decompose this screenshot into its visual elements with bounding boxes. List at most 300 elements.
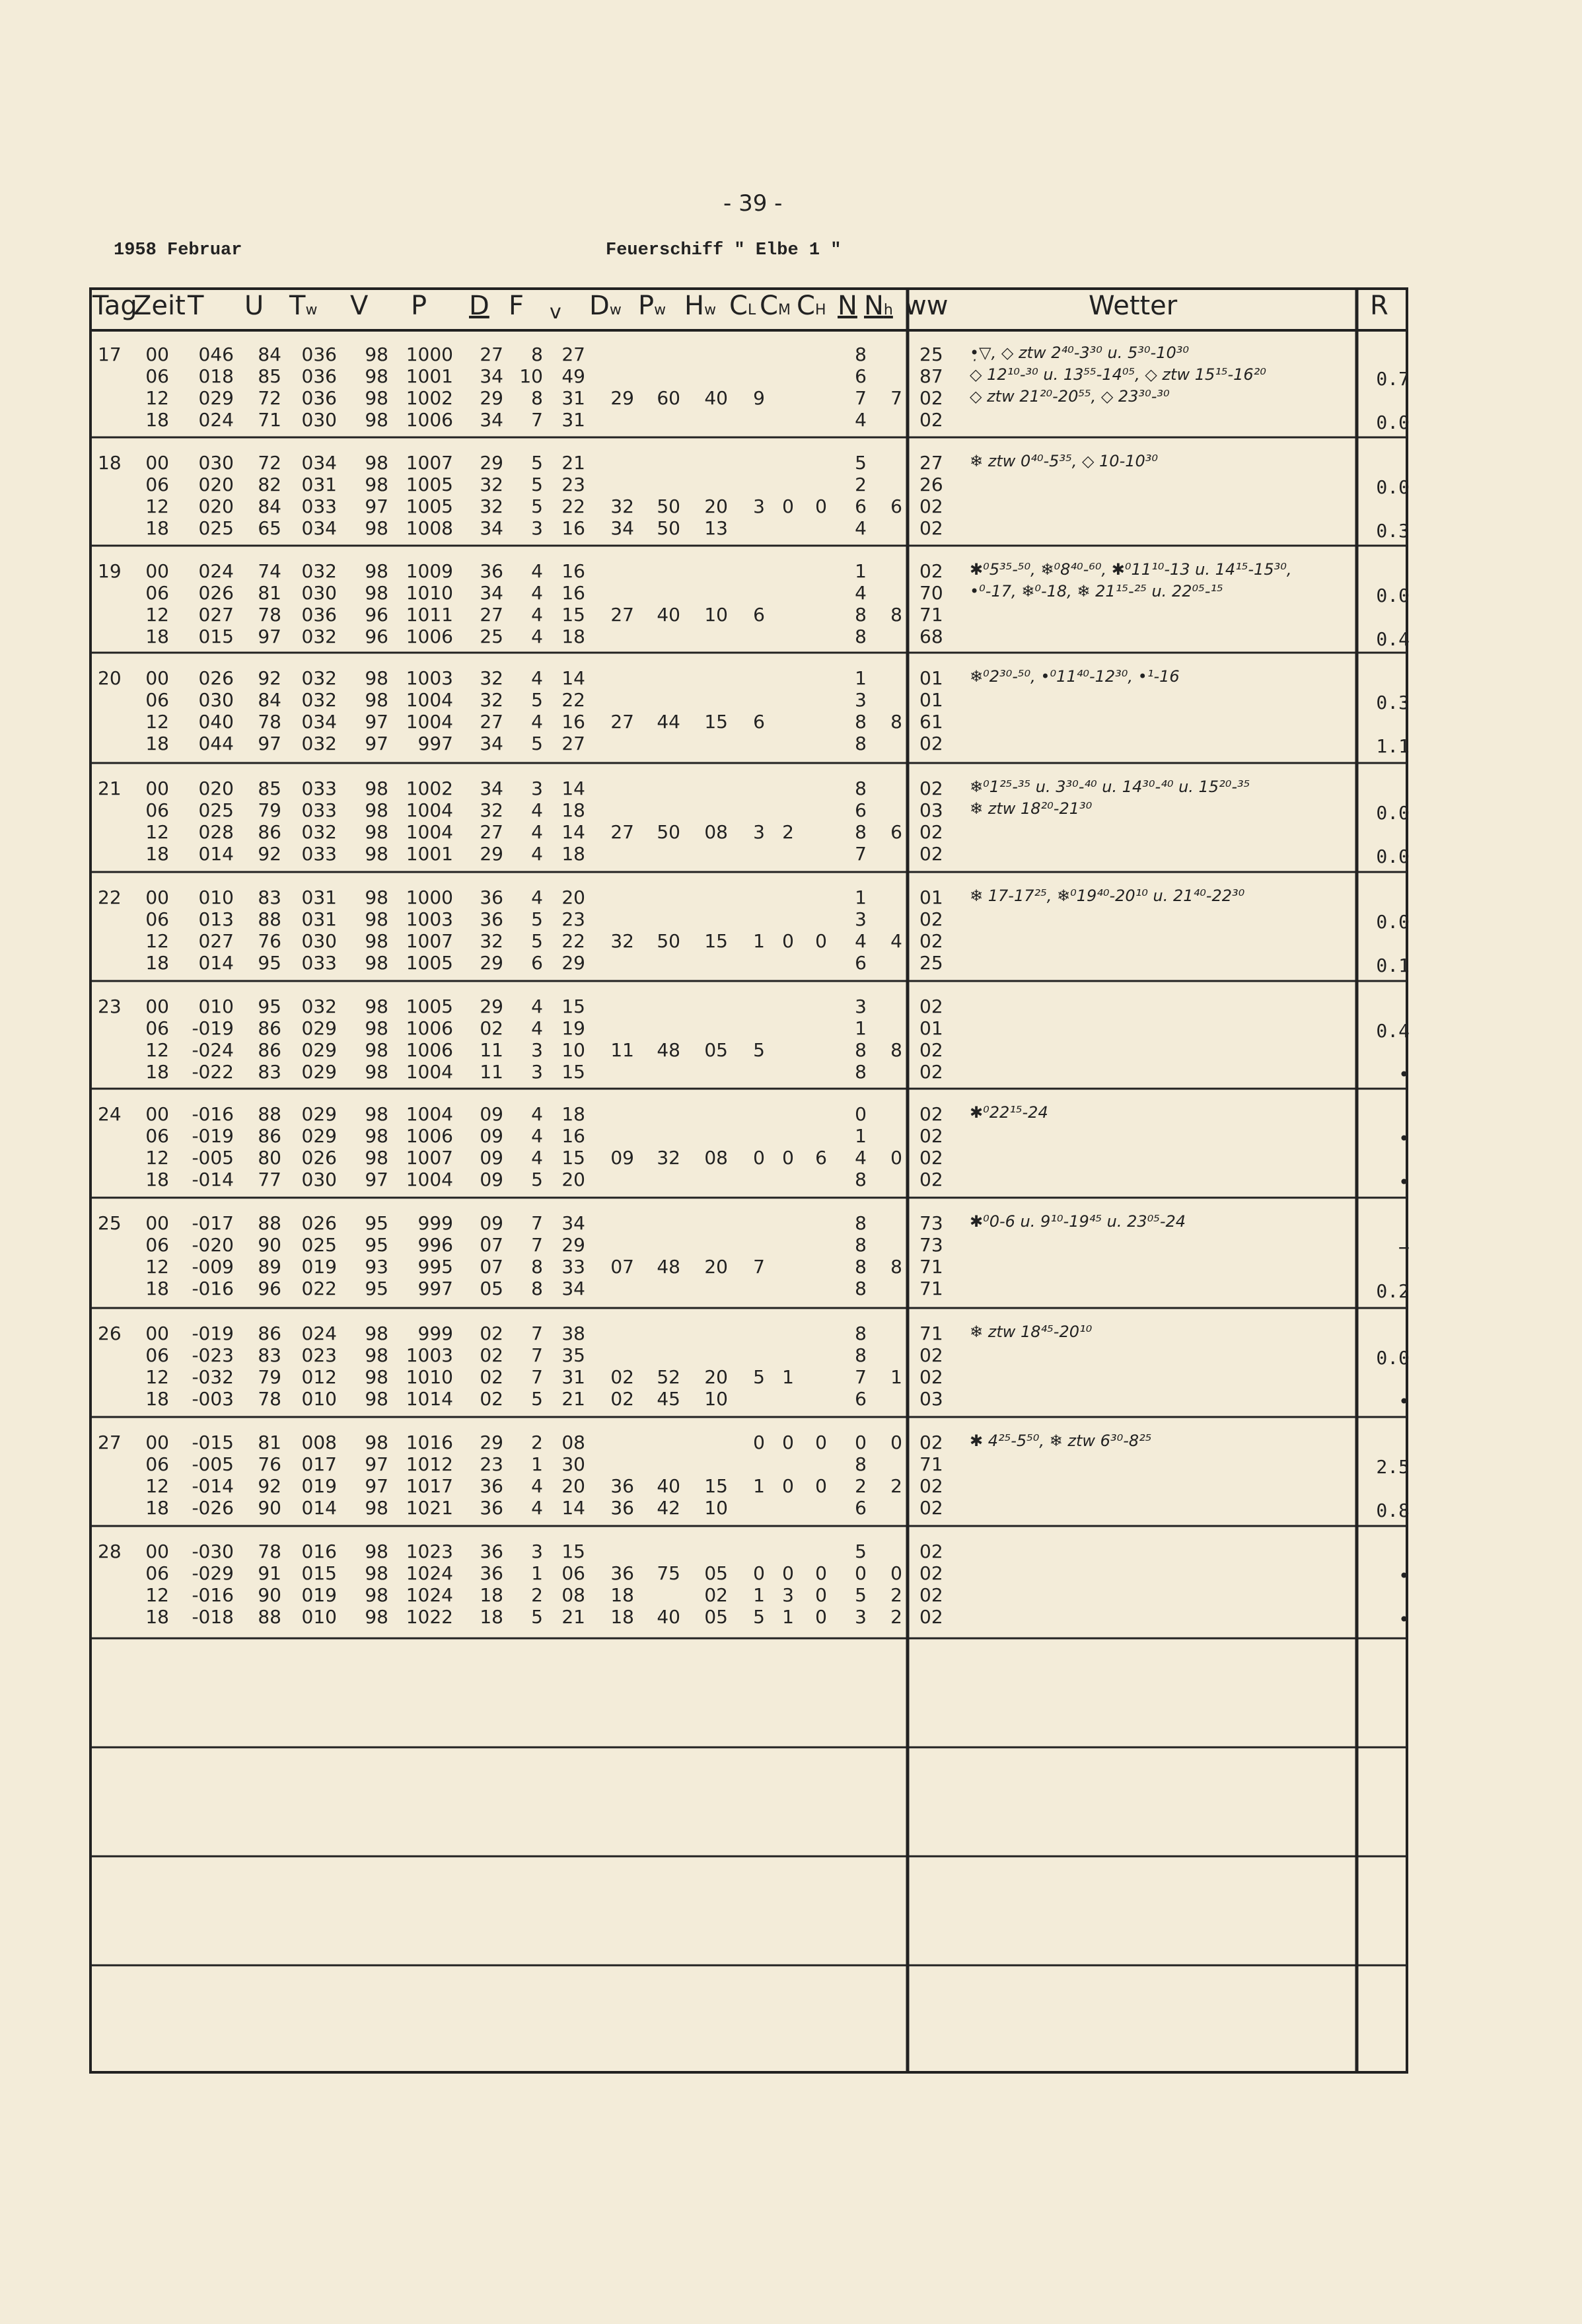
- table-cell: 2: [855, 474, 867, 495]
- precip-value: 0.0: [1376, 476, 1410, 498]
- table-cell: 14: [561, 778, 585, 799]
- table-cell: 06: [145, 1344, 169, 1366]
- table-cell: 8: [890, 1039, 902, 1061]
- table-cell: 32: [657, 1147, 680, 1169]
- table-cell: 02: [480, 1017, 503, 1039]
- table-cell: 0: [815, 495, 827, 517]
- table-cell: 98: [365, 1497, 388, 1519]
- table-cell: 6: [815, 1147, 827, 1169]
- precip-value: −: [1398, 1237, 1410, 1258]
- table-cell: 36: [480, 1475, 503, 1497]
- table-cell: 88: [258, 908, 281, 930]
- table-cell: 86: [258, 1323, 281, 1344]
- column-header-v: v: [550, 301, 561, 324]
- table-cell: 4: [531, 1125, 543, 1147]
- table-cell: 07: [480, 1256, 503, 1278]
- table-cell: 06: [145, 689, 169, 711]
- table-cell: 034: [301, 452, 337, 474]
- table-cell: 6: [855, 365, 867, 387]
- table-cell: 11: [480, 1061, 503, 1083]
- table-cell: 027: [198, 604, 234, 626]
- table-cell: 09: [610, 1147, 634, 1169]
- table-cell: 02: [919, 1125, 943, 1147]
- table-cell: 1006: [406, 1017, 453, 1039]
- table-cell: 013: [198, 908, 234, 930]
- table-cell: 76: [258, 930, 281, 952]
- table-cell: 029: [301, 1017, 337, 1039]
- table-cell: 98: [365, 474, 388, 495]
- table-cell: 98: [365, 996, 388, 1017]
- table-cell: 08: [561, 1432, 585, 1453]
- table-cell: 09: [480, 1169, 503, 1190]
- table-cell: 1005: [406, 474, 453, 495]
- table-cell: 10: [704, 604, 728, 626]
- table-cell: 1016: [406, 1432, 453, 1453]
- table-cell: 5: [531, 1388, 543, 1410]
- table-cell: 8: [855, 1039, 867, 1061]
- table-cell: 025: [198, 517, 234, 539]
- table-cell: 046: [198, 344, 234, 365]
- table-cell: 4: [890, 930, 902, 952]
- precip-value: 0.2: [1376, 1280, 1410, 1302]
- table-cell: 34: [561, 1212, 585, 1234]
- weather-note: ✱ 4²⁵-5⁵⁰, ❄ ztw 6³⁰-8²⁵: [970, 1432, 1152, 1450]
- table-cell: 50: [657, 930, 680, 952]
- table-cell: 999: [417, 1212, 453, 1234]
- table-cell: 02: [480, 1323, 503, 1344]
- table-cell: 02: [919, 1497, 943, 1519]
- table-cell: 5: [855, 1541, 867, 1562]
- table-cell: 71: [919, 1323, 943, 1344]
- table-cell: 1004: [406, 1169, 453, 1190]
- table-cell: 18: [561, 799, 585, 821]
- column-header-wetter: Wetter: [1089, 291, 1178, 321]
- table-cell: 1007: [406, 452, 453, 474]
- table-cell: 09: [480, 1212, 503, 1234]
- table-cell: 44: [657, 711, 680, 733]
- column-header-tag: Tag: [92, 291, 137, 321]
- table-cell: 4: [531, 821, 543, 843]
- table-cell: 00: [145, 1432, 169, 1453]
- table-cell: 21: [561, 452, 585, 474]
- table-cell: 29: [480, 952, 503, 974]
- table-cell: 02: [919, 1366, 943, 1388]
- table-cell: 02: [919, 1432, 943, 1453]
- table-cell: 033: [301, 799, 337, 821]
- table-cell: 06: [145, 1017, 169, 1039]
- header-date: 1958 Februar: [114, 240, 242, 260]
- table-cell: 1002: [406, 778, 453, 799]
- table-cell: 27: [610, 604, 634, 626]
- table-cell: 02: [919, 908, 943, 930]
- table-cell: 76: [258, 1453, 281, 1475]
- table-cell: 02: [919, 821, 943, 843]
- table-cell: 6: [855, 1388, 867, 1410]
- table-cell: -029: [192, 1562, 234, 1584]
- table-cell: 10: [519, 365, 543, 387]
- table-cell: 91: [258, 1562, 281, 1584]
- table-cell: 18: [145, 409, 169, 431]
- table-cell: 48: [657, 1039, 680, 1061]
- table-cell: 4: [531, 604, 543, 626]
- table-cell: 36: [480, 560, 503, 582]
- table-cell: 036: [301, 387, 337, 409]
- table-cell: 36: [480, 1541, 503, 1562]
- weather-note: ✱⁰5³⁵-⁵⁰, ❄⁰8⁴⁰-⁶⁰, ✱⁰11¹⁰-13 u. 14¹⁵-15³⁰,: [970, 560, 1292, 579]
- table-cell: 20: [704, 1256, 728, 1278]
- table-cell: 014: [198, 843, 234, 865]
- table-cell: 7: [855, 1366, 867, 1388]
- table-cell: 05: [704, 1562, 728, 1584]
- table-cell: 15: [704, 930, 728, 952]
- table-cell: 3: [531, 517, 543, 539]
- precip-value: •: [1398, 1171, 1410, 1193]
- table-cell: 030: [301, 409, 337, 431]
- table-cell: -018: [192, 1606, 234, 1628]
- table-cell: 07: [610, 1256, 634, 1278]
- table-cell: 08: [704, 1147, 728, 1169]
- table-cell: 8: [855, 733, 867, 754]
- table-cell: 0: [815, 1432, 827, 1453]
- table-cell: 7: [753, 1256, 765, 1278]
- table-cell: 3: [855, 996, 867, 1017]
- table-cell: 34: [480, 409, 503, 431]
- column-header-ch: CH: [797, 291, 826, 321]
- table-cell: 0: [782, 930, 794, 952]
- table-cell: -019: [192, 1323, 234, 1344]
- table-cell: 97: [365, 1453, 388, 1475]
- table-cell: 22: [561, 930, 585, 952]
- table-cell: 83: [258, 1061, 281, 1083]
- table-cell: 019: [301, 1256, 337, 1278]
- table-cell: 1: [782, 1366, 794, 1388]
- table-cell: 015: [301, 1562, 337, 1584]
- table-cell: 023: [301, 1344, 337, 1366]
- precip-value: 0.0: [1376, 802, 1410, 824]
- table-cell: 018: [198, 365, 234, 387]
- weather-note: ◇ 12¹⁰-³⁰ u. 13⁵⁵-14⁰⁵, ◇ ztw 15¹⁵-16²⁰: [970, 365, 1266, 384]
- table-cell: 010: [301, 1606, 337, 1628]
- table-cell: 0: [890, 1562, 902, 1584]
- table-cell: 34: [480, 778, 503, 799]
- table-cell: 08: [561, 1584, 585, 1606]
- table-cell: 85: [258, 778, 281, 799]
- table-cell: 3: [753, 821, 765, 843]
- table-cell: 032: [301, 667, 337, 689]
- day-number: 23: [98, 996, 122, 1017]
- table-cell: 1001: [406, 843, 453, 865]
- table-cell: 1: [855, 667, 867, 689]
- precip-value: 0.4: [1376, 1020, 1410, 1042]
- table-cell: 27: [610, 821, 634, 843]
- table-cell: 4: [531, 843, 543, 865]
- day-number: 17: [98, 344, 122, 365]
- table-cell: 032: [301, 733, 337, 754]
- day-number: 21: [98, 778, 122, 799]
- table-cell: 23: [561, 908, 585, 930]
- table-cell: 030: [198, 689, 234, 711]
- table-cell: 028: [198, 821, 234, 843]
- day-number: 28: [98, 1541, 122, 1562]
- table-cell: 1008: [406, 517, 453, 539]
- table-cell: 14: [561, 821, 585, 843]
- table-cell: 0: [782, 1432, 794, 1453]
- table-cell: 98: [365, 387, 388, 409]
- table-cell: 98: [365, 1366, 388, 1388]
- table-cell: 033: [301, 778, 337, 799]
- table-cell: 96: [365, 626, 388, 647]
- table-cell: -019: [192, 1017, 234, 1039]
- table-cell: 8: [855, 1278, 867, 1299]
- table-cell: 40: [657, 1475, 680, 1497]
- table-cell: 97: [258, 626, 281, 647]
- table-cell: 6: [855, 799, 867, 821]
- table-cell: 0: [815, 1606, 827, 1628]
- table-cell: 1003: [406, 667, 453, 689]
- table-cell: 00: [145, 887, 169, 908]
- table-cell: 15: [561, 1147, 585, 1169]
- table-cell: 36: [610, 1497, 634, 1519]
- table-cell: 98: [365, 365, 388, 387]
- table-cell: 34: [480, 365, 503, 387]
- table-cell: 0: [753, 1147, 765, 1169]
- table-cell: 0: [855, 1562, 867, 1584]
- table-cell: 31: [561, 409, 585, 431]
- table-cell: 4: [531, 560, 543, 582]
- column-header-cm: CM: [760, 291, 791, 321]
- table-cell: 4: [531, 582, 543, 604]
- table-cell: 23: [480, 1453, 503, 1475]
- column-header-u: U: [244, 291, 264, 321]
- table-cell: 98: [365, 821, 388, 843]
- table-cell: 98: [365, 778, 388, 799]
- table-cell: 50: [657, 495, 680, 517]
- table-cell: -019: [192, 1125, 234, 1147]
- table-cell: 31: [561, 1366, 585, 1388]
- table-cell: 77: [258, 1169, 281, 1190]
- table-cell: 1021: [406, 1497, 453, 1519]
- table-cell: 98: [365, 1388, 388, 1410]
- table-cell: 01: [919, 887, 943, 908]
- table-cell: 8: [855, 1212, 867, 1234]
- table-cell: 97: [365, 733, 388, 754]
- table-cell: 2: [890, 1606, 902, 1628]
- table-cell: 10: [704, 1388, 728, 1410]
- table-cell: 95: [258, 996, 281, 1017]
- table-cell: 33: [561, 1256, 585, 1278]
- table-cell: 98: [365, 560, 388, 582]
- table-cell: 98: [365, 799, 388, 821]
- table-cell: 026: [301, 1212, 337, 1234]
- table-cell: 030: [198, 452, 234, 474]
- table-cell: 32: [480, 474, 503, 495]
- table-cell: 7: [531, 1344, 543, 1366]
- precip-value: •: [1398, 1064, 1410, 1085]
- table-cell: 7: [855, 387, 867, 409]
- table-cell: 026: [198, 582, 234, 604]
- table-cell: -016: [192, 1584, 234, 1606]
- weather-note: ✱⁰0-6 u. 9¹⁰-19⁴⁵ u. 23⁰⁵-24: [970, 1212, 1186, 1231]
- table-cell: 98: [365, 1103, 388, 1125]
- day-number: 22: [98, 887, 122, 908]
- table-cell: 30: [561, 1453, 585, 1475]
- table-cell: 78: [258, 1541, 281, 1562]
- day-number: 20: [98, 667, 122, 689]
- table-cell: 05: [704, 1039, 728, 1061]
- table-cell: 90: [258, 1234, 281, 1256]
- table-cell: 1: [753, 930, 765, 952]
- table-cell: 996: [417, 1234, 453, 1256]
- table-cell: 18: [480, 1606, 503, 1628]
- table-cell: 34: [480, 517, 503, 539]
- table-cell: 06: [145, 365, 169, 387]
- table-cell: 032: [301, 689, 337, 711]
- table-cell: 020: [198, 495, 234, 517]
- table-cell: 88: [258, 1103, 281, 1125]
- table-cell: 29: [480, 452, 503, 474]
- table-cell: 32: [610, 495, 634, 517]
- table-cell: 16: [561, 1125, 585, 1147]
- table-cell: 6: [531, 952, 543, 974]
- precip-value: •: [1398, 1391, 1410, 1412]
- table-cell: 6: [753, 604, 765, 626]
- table-cell: 06: [561, 1562, 585, 1584]
- table-cell: 8: [531, 1256, 543, 1278]
- table-cell: 5: [531, 1169, 543, 1190]
- table-cell: 98: [365, 1323, 388, 1344]
- table-cell: 1003: [406, 908, 453, 930]
- table-cell: 98: [365, 908, 388, 930]
- table-cell: 50: [657, 517, 680, 539]
- table-cell: 16: [561, 711, 585, 733]
- table-cell: 05: [704, 1606, 728, 1628]
- table-cell: 11: [480, 1039, 503, 1061]
- table-cell: 21: [561, 1388, 585, 1410]
- column-header-t: T: [188, 291, 204, 321]
- table-cell: 86: [258, 1125, 281, 1147]
- page-number: - 39 -: [723, 190, 783, 217]
- table-cell: 00: [145, 560, 169, 582]
- table-cell: 18: [145, 517, 169, 539]
- table-cell: 3: [531, 1061, 543, 1083]
- table-cell: 71: [258, 409, 281, 431]
- table-cell: 20: [704, 495, 728, 517]
- table-cell: 71: [919, 1278, 943, 1299]
- table-cell: 0: [753, 1432, 765, 1453]
- table-cell: 0: [815, 930, 827, 952]
- day-number: 25: [98, 1212, 122, 1234]
- table-cell: 020: [198, 778, 234, 799]
- table-cell: 8: [855, 1169, 867, 1190]
- table-cell: 16: [561, 560, 585, 582]
- table-cell: -015: [192, 1432, 234, 1453]
- table-cell: 18: [561, 1103, 585, 1125]
- table-cell: 02: [919, 1061, 943, 1083]
- table-cell: 7: [855, 843, 867, 865]
- precip-value: 0.3: [1376, 692, 1410, 713]
- table-cell: -014: [192, 1169, 234, 1190]
- table-cell: 48: [657, 1256, 680, 1278]
- precip-value: 0.1: [1376, 955, 1410, 976]
- column-header-nh: Nh: [864, 291, 893, 321]
- table-cell: 1010: [406, 1366, 453, 1388]
- table-cell: 044: [198, 733, 234, 754]
- table-cell: 4: [531, 667, 543, 689]
- table-cell: 02: [480, 1366, 503, 1388]
- table-cell: 1005: [406, 495, 453, 517]
- table-cell: 017: [301, 1453, 337, 1475]
- table-cell: 00: [145, 1103, 169, 1125]
- table-cell: 1006: [406, 626, 453, 647]
- table-cell: 02: [610, 1388, 634, 1410]
- table-cell: 031: [301, 908, 337, 930]
- table-cell: 12: [145, 387, 169, 409]
- table-cell: 98: [365, 1541, 388, 1562]
- table-cell: 1006: [406, 1125, 453, 1147]
- table-cell: 18: [145, 843, 169, 865]
- table-cell: 02: [919, 1147, 943, 1169]
- table-cell: 18: [145, 1497, 169, 1519]
- table-cell: 02: [919, 1039, 943, 1061]
- table-cell: 70: [919, 582, 943, 604]
- table-cell: 97: [258, 733, 281, 754]
- table-cell: 4: [855, 582, 867, 604]
- day-number: 27: [98, 1432, 122, 1453]
- table-cell: 4: [531, 799, 543, 821]
- table-cell: 98: [365, 582, 388, 604]
- table-cell: 7: [531, 409, 543, 431]
- table-cell: 09: [480, 1103, 503, 1125]
- table-cell: 02: [919, 1103, 943, 1125]
- precip-value: •: [1398, 1609, 1410, 1630]
- table-cell: 26: [919, 474, 943, 495]
- table-cell: 0: [815, 1584, 827, 1606]
- table-cell: -003: [192, 1388, 234, 1410]
- table-cell: 8: [855, 1323, 867, 1344]
- table-cell: 83: [258, 887, 281, 908]
- table-cell: 27: [561, 733, 585, 754]
- table-cell: 02: [919, 517, 943, 539]
- table-cell: 93: [365, 1256, 388, 1278]
- table-cell: 27: [919, 452, 943, 474]
- table-cell: 27: [480, 711, 503, 733]
- table-cell: 09: [480, 1125, 503, 1147]
- table-cell: 0: [815, 1475, 827, 1497]
- table-cell: 18: [145, 952, 169, 974]
- table-cell: 02: [919, 495, 943, 517]
- table-cell: 026: [198, 667, 234, 689]
- table-cell: 032: [301, 626, 337, 647]
- table-cell: 80: [258, 1147, 281, 1169]
- column-header-zeit: Zeit: [133, 291, 186, 321]
- table-cell: 65: [258, 517, 281, 539]
- table-cell: 15: [561, 604, 585, 626]
- table-cell: 02: [919, 1475, 943, 1497]
- table-cell: 74: [258, 560, 281, 582]
- table-cell: 03: [919, 799, 943, 821]
- table-cell: 5: [753, 1039, 765, 1061]
- table-cell: 20: [561, 1169, 585, 1190]
- table-cell: 024: [198, 560, 234, 582]
- weather-note: ❄ 17-17²⁵, ❄⁰19⁴⁰-20¹⁰ u. 21⁴⁰-22³⁰: [970, 887, 1245, 905]
- table-cell: 01: [919, 1017, 943, 1039]
- table-cell: 6: [753, 711, 765, 733]
- table-cell: 02: [919, 409, 943, 431]
- table-cell: 98: [365, 1344, 388, 1366]
- table-cell: 1: [753, 1475, 765, 1497]
- table-cell: 1000: [406, 887, 453, 908]
- column-header-n: N: [838, 291, 857, 321]
